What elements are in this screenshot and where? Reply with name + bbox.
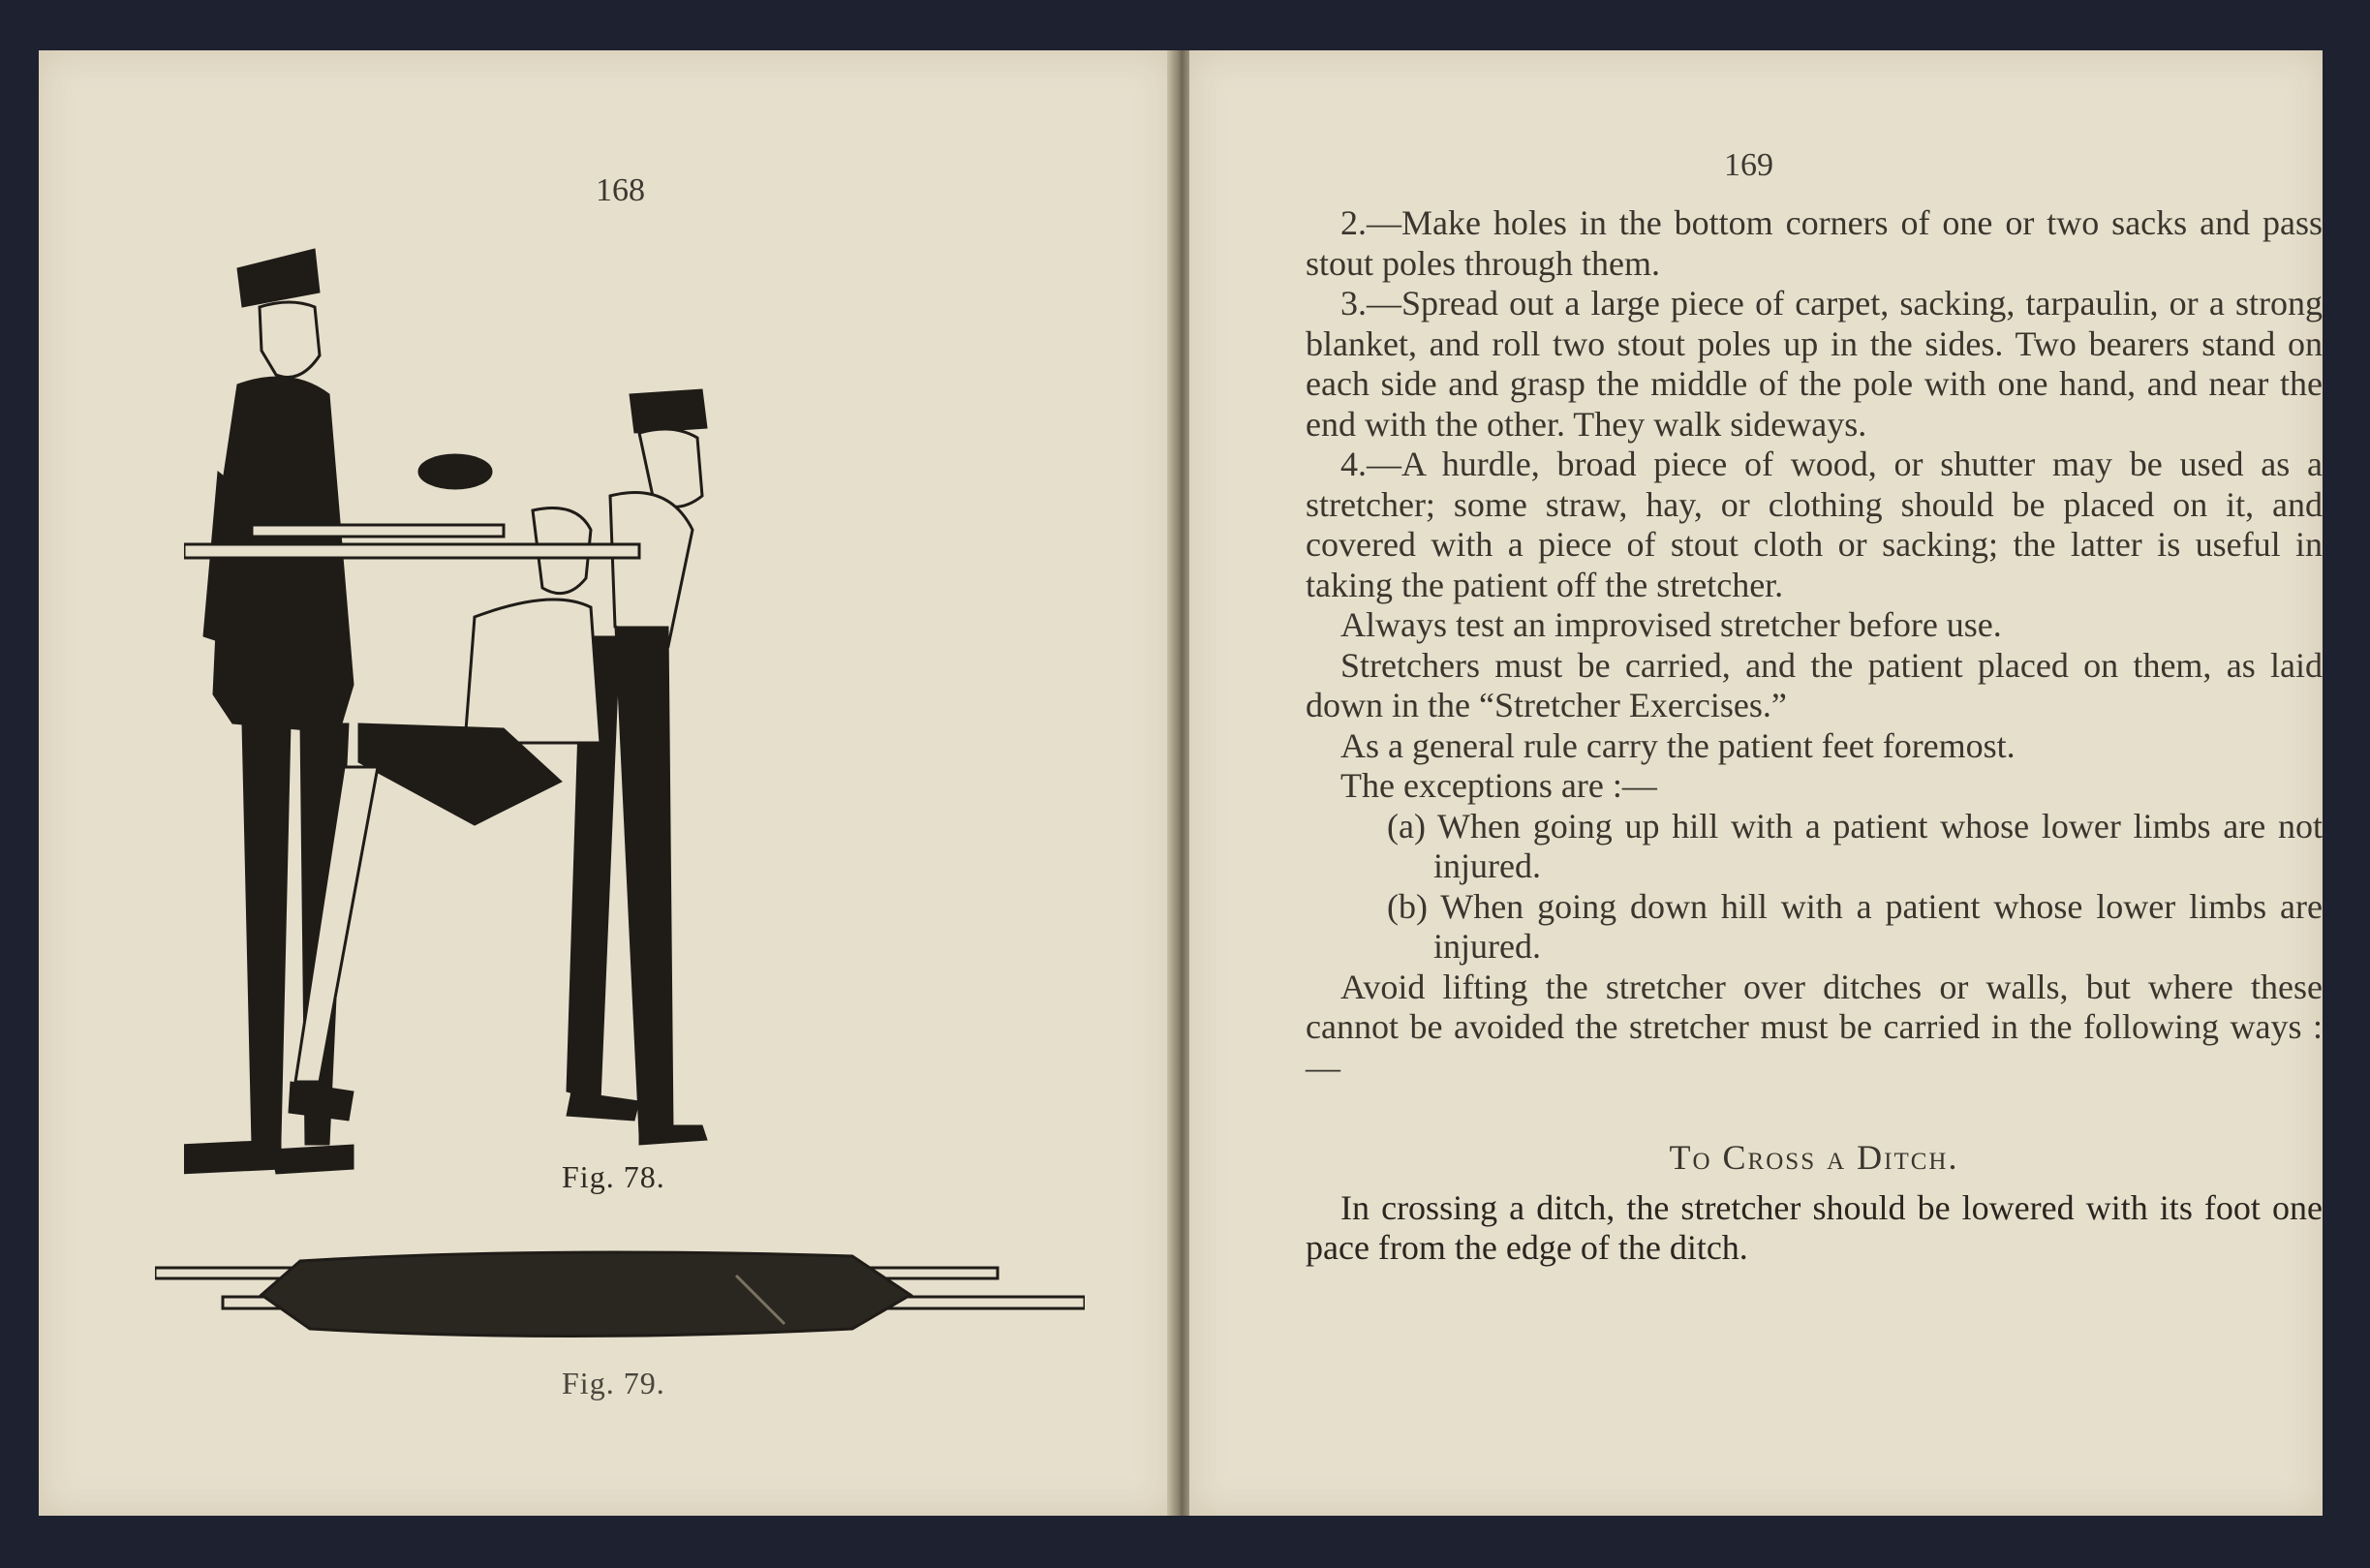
paragraph: Avoid lifting the stretcher over ditches or walls, but where these cannot be avoided the stretcher must be carried in the following ways :— <box>1306 967 2323 1087</box>
paragraph: The exceptions are :— <box>1340 766 1657 805</box>
paragraph: Always test an improvised stretcher before use. <box>1340 605 2002 644</box>
page-text <box>1306 203 2323 1269</box>
paragraph: Stretchers must be carried, and the patient placed on them, as laid down in the “Stretcher Exercises.” <box>1306 645 2323 724</box>
page-number-left: 168 <box>596 172 645 208</box>
paragraph: 4.—A hurdle, broad piece of wood, or shutter may be used as a stretcher; some straw, hay, or clothing should be placed on it, and covered with a piece of stout cloth or sacking; the latter is useful in taking the patient off the stretcher. <box>1306 445 2323 604</box>
left-page <box>39 50 1172 1516</box>
paragraph: As a general rule carry the patient feet foremost. <box>1340 725 2016 765</box>
section-heading: To Cross a Ditch. <box>1669 1138 1959 1177</box>
figure-78-caption: Fig. 78. <box>562 1159 665 1194</box>
right-page <box>1189 50 2323 1516</box>
exception-item: (a) When going up hill with a patient whose lower limbs are not injured. <box>1387 806 2323 885</box>
paragraph: In crossing a ditch, the stretcher should be lowered with its foot one pace from the edge of the ditch. <box>1306 1187 2323 1267</box>
exception-item: (b) When going down hill with a patient whose lower limbs are injured. <box>1387 886 2323 966</box>
figure-79-caption: Fig. 79. <box>562 1366 665 1400</box>
paragraph: 3.—Spread out a large piece of carpet, sacking, tarpaulin, or a strong blanket, and roll two stout poles up in the sides. Two bearers stand on each side and grasp the middle of the pole with one hand, and near the end with the other. They walk sideways. <box>1306 284 2323 444</box>
figure-78-illustration <box>184 239 1036 1213</box>
page-number-right: 169 <box>1724 147 1773 183</box>
paragraph: 2.—Make holes in the bottom corners of one or two sacks and pass stout poles through them. <box>1306 203 2323 283</box>
figure-79-illustration <box>155 1237 1085 1358</box>
